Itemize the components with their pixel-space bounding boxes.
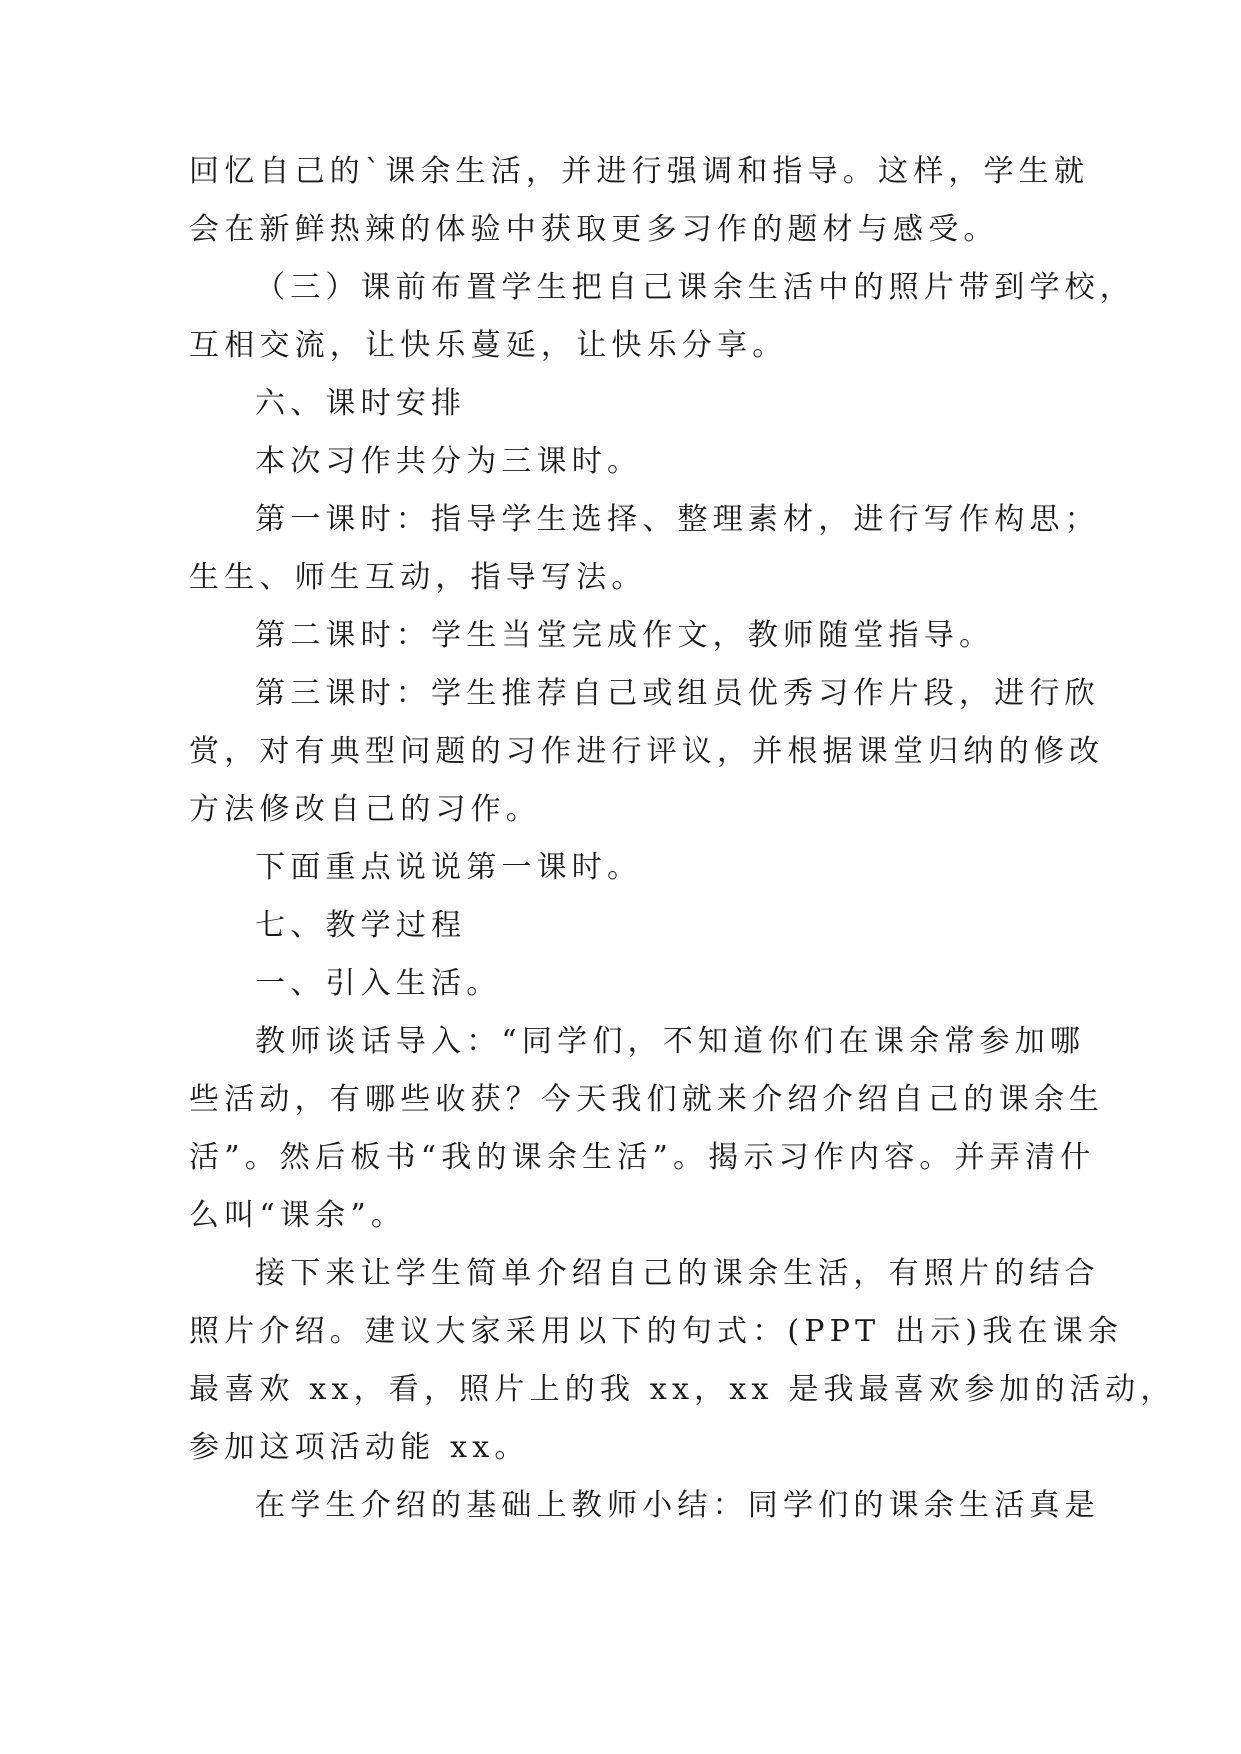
text-line: 活”。然后板书“我的课余生活”。揭示习作内容。并弄清什 xyxy=(189,1140,1096,1175)
text-line: 参加这项活动能 xx。 xyxy=(189,1430,530,1465)
text-line: 在学生介绍的基础上教师小结：同学们的课余生活真是 xyxy=(255,1488,1100,1523)
text-line: 会在新鲜热辣的体验中获取更多习作的题材与感受。 xyxy=(189,212,999,247)
text-line: 么叫“课余”。 xyxy=(189,1198,407,1233)
text-line: 第三课时：学生推荐自己或组员优秀习作片段，进行欣 xyxy=(255,676,1100,711)
section-heading: 六、课时安排 xyxy=(255,386,467,421)
text-line: 回忆自己的`课余生活，并进行强调和指导。这样，学生就 xyxy=(189,154,1090,189)
text-line: 最喜欢 xx，看，照片上的我 xx，xx 是我最喜欢参加的活动， xyxy=(189,1372,1176,1407)
text-line: （三）课前布置学生把自己课余生活中的照片带到学校， xyxy=(255,270,1135,305)
text-line: 第一课时：指导学生选择、整理素材，进行写作构思； xyxy=(255,502,1100,537)
text-line: 方法修改自己的习作。 xyxy=(189,792,541,827)
text-line: 些活动，有哪些收获？今天我们就来介绍介绍自己的课余生 xyxy=(189,1082,1105,1117)
subsection-heading: 一、引入生活。 xyxy=(255,966,502,1001)
text-line: 本次习作共分为三课时。 xyxy=(255,444,643,479)
text-line: 赏，对有典型问题的习作进行评议，并根据课堂归纳的修改 xyxy=(189,734,1105,769)
text-line: 接下来让学生简单介绍自己的课余生活，有照片的结合 xyxy=(255,1256,1100,1291)
text-line: 教师谈话导入：“同学们，不知道你们在课余常参加哪 xyxy=(255,1024,1086,1059)
text-line: 生生、师生互动，指导写法。 xyxy=(189,560,647,595)
text-line: 照片介绍。建议大家采用以下的句式：(PPT 出示)我在课余 xyxy=(189,1314,1124,1349)
text-line: 第二课时：学生当堂完成作文，教师随堂指导。 xyxy=(255,618,995,653)
text-line: 互相交流，让快乐蔓延，让快乐分享。 xyxy=(189,328,788,363)
section-heading: 七、教学过程 xyxy=(255,908,467,943)
text-line: 下面重点说说第一课时。 xyxy=(255,850,643,885)
